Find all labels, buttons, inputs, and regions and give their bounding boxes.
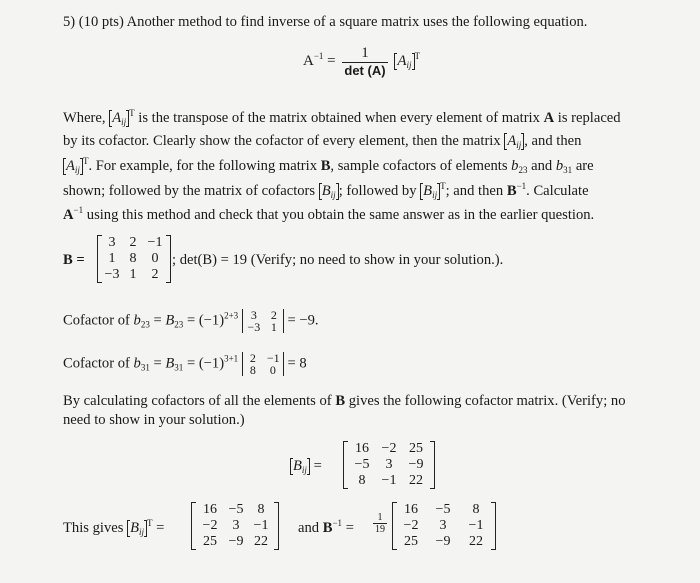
matrix-b-cell: 3: [108, 235, 116, 250]
matrix-b-cell: 0: [151, 251, 159, 266]
cofactor-matrix-cell: 25: [409, 441, 423, 456]
cofactor-matrix-cell: 3: [385, 457, 393, 472]
det31-cell: 8: [249, 363, 256, 377]
transposed-matrix-cell: 8: [257, 502, 265, 517]
det31-cell: 0: [269, 363, 276, 377]
transposed-matrix-cell: 25: [203, 534, 217, 549]
inverse-matrix-cell: 16: [404, 502, 418, 517]
para1-line3: $A_{ij}^T$. For example, for the following matrix B, sample cofactors of elements $b_{23}$ and $b_{31}$ are: [63, 158, 594, 175]
det23-cell: 2: [270, 308, 277, 322]
inverse-equation: $A^{-1}$ = $\frac{1}{\det (A)}$ $A_{ij}^T$: [303, 45, 420, 78]
para1-line2: by its cofactor. Clearly show the cofactor of every element, then the matrix $A_{ij}$ , and then: [63, 133, 582, 150]
inverse-matrix-cell: 25: [404, 534, 418, 549]
inverse-matrix-cell: 22: [469, 534, 483, 549]
inverse-matrix-cell: 8: [472, 502, 480, 517]
matrix-b: [97, 235, 171, 283]
para2-line2: need to show in your solution.): [63, 412, 245, 428]
inverse-matrix-cell: −5: [435, 502, 451, 517]
inverse-matrix-cell: −1: [468, 518, 484, 533]
cofactor-b31-line: Cofactor of $b_{31} = B_{31} = (-1)^{3+1}$ 2 −1 8 0 = 8: [63, 351, 307, 377]
matrix-b-cell: −3: [104, 267, 120, 282]
para1-line1: Where, $A_{ij}^T$ is the transpose of the matrix obtained when every element of matrix A is replaced: [63, 108, 621, 127]
matrix-b-label: B =: [63, 252, 85, 268]
transposed-matrix-cell: 3: [232, 518, 240, 533]
matrix-b-cell: 2: [129, 235, 137, 250]
transposed-matrix-cell: 22: [254, 534, 268, 549]
transposed-matrix-cell: 16: [203, 502, 217, 517]
final-lead: This gives $B_{ij}^T$ =: [63, 518, 165, 537]
cofactor-matrix-cell: 8: [358, 473, 366, 488]
problem-heading: 5) (10 pts) Another method to find inverse of a square matrix uses the following equation.: [63, 14, 588, 30]
inverse-matrix-cell: −2: [403, 518, 419, 533]
transposed-matrix-cell: −1: [253, 518, 269, 533]
det23-cell: 3: [250, 308, 257, 322]
cofactor-b31-determinant: [242, 352, 284, 376]
cofactor-matrix-cell: 16: [355, 441, 369, 456]
cofactor-b23-determinant: [242, 309, 284, 333]
det31-cell: 2: [249, 351, 256, 365]
para2-line1: By calculating cofactors of all the elements of B gives the following cofactor matrix. (Verify; no: [63, 393, 626, 409]
det23-cell: 1: [270, 320, 277, 334]
matrix-b-cell: 2: [151, 267, 159, 282]
cofactor-matrix: [343, 441, 435, 489]
cofactor-matrix-label: $B_{ij}$ =: [290, 458, 322, 475]
inverse-fraction: $\frac{1}{19}$: [375, 512, 385, 535]
inverse-matrix-cell: −9: [435, 534, 451, 549]
final-and: and $B^{-1}$ =: [298, 518, 354, 536]
transposed-matrix-cell: −5: [228, 502, 244, 517]
det23-cell: −3: [247, 320, 261, 334]
inverse-matrix-cell: 3: [439, 518, 447, 533]
transposed-matrix-cell: −2: [202, 518, 218, 533]
para1-line5: $A^{-1}$ using this method and check that you obtain the same answer as in the earlier question.: [63, 205, 595, 223]
transposed-matrix-cell: −9: [228, 534, 244, 549]
cofactor-matrix-cell: −2: [381, 441, 397, 456]
matrix-b-cell: 1: [108, 251, 116, 266]
cofactor-matrix-cell: −1: [381, 473, 397, 488]
det31-cell: −1: [266, 351, 280, 365]
cofactor-matrix-cell: 22: [409, 473, 423, 488]
cofactor-matrix-cell: −5: [354, 457, 370, 472]
transposed-cofactor-matrix: [191, 502, 279, 550]
matrix-b-cell: 8: [129, 251, 137, 266]
matrix-b-cell: 1: [129, 267, 137, 282]
cofactor-b23-line: Cofactor of $b_{23} = B_{23} = (-1)^{2+3}$ 3 2 −3 1 = −9.: [63, 308, 319, 334]
matrix-b-cell: −1: [147, 235, 163, 250]
inverse-matrix: [392, 502, 496, 550]
cofactor-matrix-cell: −9: [408, 457, 424, 472]
matrix-b-det-note: ; det(B) = 19 (Verify; no need to show in your solution.).: [172, 252, 504, 268]
para1-line4: shown; followed by the matrix of cofactors $B_{ij}$ ; followed by $B_{ij}^T$; and then $B^{-1}$. Calculate: [63, 181, 589, 200]
